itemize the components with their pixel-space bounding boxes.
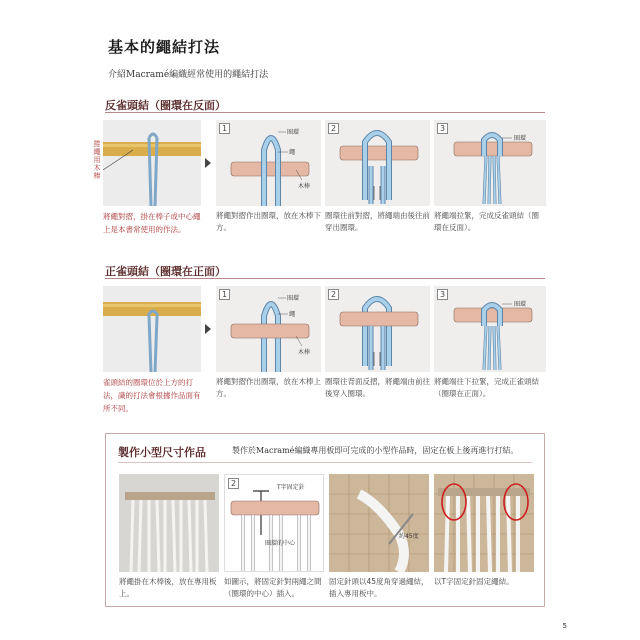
section-2-heading: 正雀頭結（圈環在正面） [105, 265, 226, 278]
section-2-photo [103, 286, 201, 372]
step-number: 3 [437, 123, 448, 134]
small-step-4-art [434, 474, 534, 572]
section-1-heading: 反雀頭結（圈環在反面） [105, 99, 226, 112]
small-works-box [105, 433, 545, 607]
label-cord: 繩 [289, 311, 296, 318]
step-3-diagram [434, 120, 546, 206]
step-number: 1 [219, 289, 230, 300]
section-2-step-1-caption: 將繩對摺作出圈環，放在木棒上方。 [216, 377, 321, 398]
section-1-step-2-caption: 圈環往前對摺，將繩端由後往前穿出圈環。 [325, 211, 430, 232]
page-title: 基本的繩結打法 [108, 38, 221, 56]
section-1-step-3-caption: 將繩端拉緊，完成反雀頭結（圈環在反面）。 [434, 211, 539, 232]
small-step-4-caption: 以T字固定針固定繩結。 [434, 577, 514, 586]
small-step-2-art [225, 475, 324, 572]
step-number: 3 [437, 289, 448, 300]
small-works-description: 製作於Macramé編織專用板即可完成的小型作品時，固定在板上後再進行打結。 [232, 446, 519, 455]
small-step-3-art [329, 474, 429, 572]
section-1-photo-caption: 將繩對摺，掛在棒子或中心繩上是本書常使用的作法。 [103, 212, 201, 234]
label-stick: 木棒 [298, 183, 311, 190]
section-1-step-1-caption: 將繩對摺作出圈環，放在木棒下方。 [216, 211, 321, 232]
page-number: 5 [562, 622, 567, 630]
label-stick: 木棒 [298, 349, 311, 356]
section-1-step-2-panel [325, 120, 430, 206]
small-step-1-art [119, 474, 219, 572]
label-loop: 圈環 [287, 295, 300, 302]
section-1-step-1-panel [216, 120, 321, 206]
step-number: 2 [228, 478, 239, 489]
label-loop-center: 圈環的中心 [265, 540, 296, 547]
label-45-degrees: 約45度 [399, 533, 419, 540]
section-2-divider [105, 278, 545, 279]
label-loop: 圈環 [514, 135, 527, 142]
step-number: 2 [328, 289, 339, 300]
label-t-pin: T字固定針 [277, 484, 305, 491]
section-2-step-3-caption: 將繩端往下拉緊，完成正雀頭結（圈環在正面）。 [434, 377, 539, 398]
step-number: 2 [328, 123, 339, 134]
section-2-step-3-panel [434, 286, 546, 372]
section-1-photo-art [103, 120, 201, 206]
label-cord: 繩 [289, 149, 296, 156]
step-1-diagram [216, 120, 321, 206]
section-1-divider [105, 112, 545, 113]
section-2-step-1-panel [216, 286, 321, 372]
section-2-step-2-caption: 圈環往背面反摺，將繩端由前往後穿入圈環。 [325, 377, 430, 398]
section-1-arrow-icon [205, 158, 211, 168]
small-step-2-caption: 如圖示，將固定針對兩繩之間（圈環的中心）插入。 [224, 577, 322, 598]
section-1-step-3-panel [434, 120, 546, 206]
section-2-photo-caption: 雀頭結的圈環位於上方的打法，識的打法會根據作品面有所不同。 [103, 378, 201, 413]
section-2-arrow-icon [205, 324, 211, 334]
small-step-3-photo [329, 474, 429, 572]
section-2-step-2-panel [325, 286, 430, 372]
small-step-1-photo [119, 474, 219, 572]
step-3-diagram [434, 286, 546, 372]
section-2-photo-art [103, 286, 201, 372]
small-works-heading: 製作小型尺寸作品 [118, 446, 206, 459]
small-step-3-caption: 固定針頭以45度角穿過繩結，插入專用板中。 [329, 577, 429, 598]
step-2-diagram [325, 286, 430, 372]
small-step-4-photo [434, 474, 534, 572]
side-label-stick: 捲繩用木棒 [93, 140, 101, 180]
small-step-2-diagram-box [224, 474, 324, 572]
label-loop: 圈環 [287, 129, 300, 136]
step-2-diagram [325, 120, 430, 206]
intro-text: 介紹Macramé編織經常使用的繩結打法 [108, 70, 269, 80]
label-loop: 圈環 [514, 301, 527, 308]
section-1-photo [103, 120, 201, 206]
small-step-1-caption: 將繩掛在木棒後，放在專用板上。 [119, 577, 217, 598]
step-1-diagram [216, 286, 321, 372]
step-number: 1 [219, 123, 230, 134]
small-works-divider [118, 462, 532, 463]
